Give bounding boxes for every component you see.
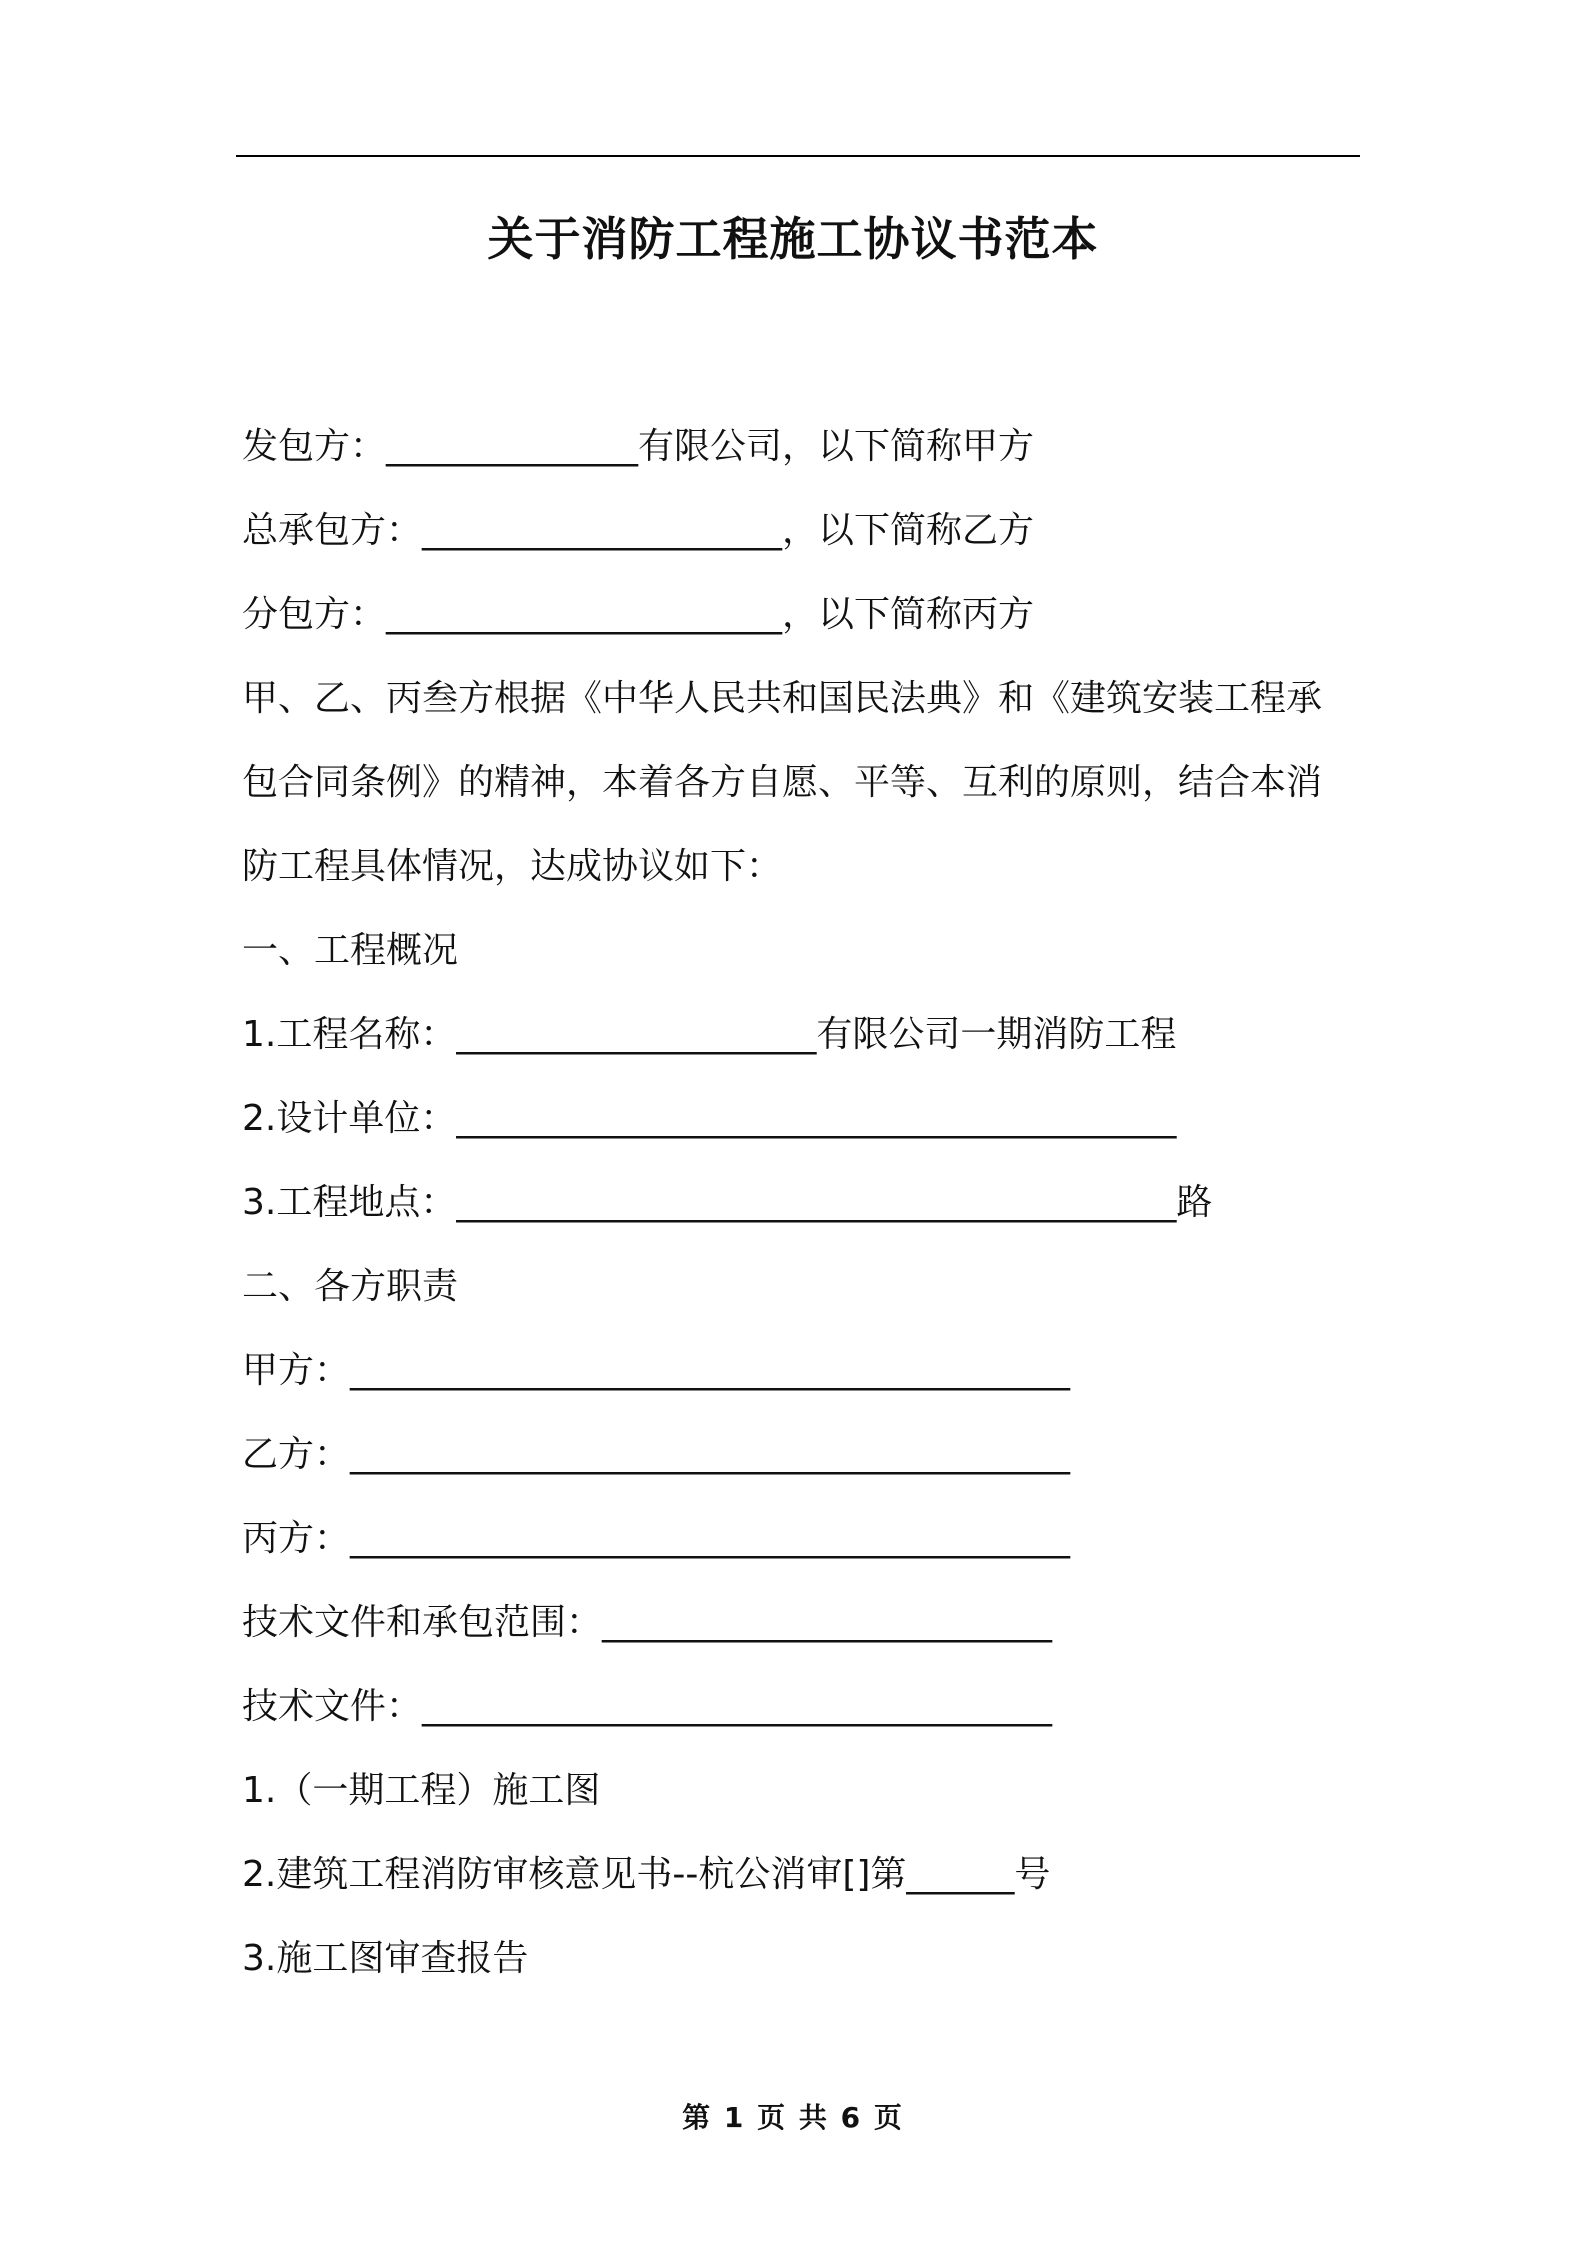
document-body — [242, 405, 1362, 2001]
document-title: 关于消防工程施工协议书范本 — [487, 212, 1099, 266]
project-location-line: 3.工程地点：________________________________________路 — [242, 1182, 1213, 1223]
preamble-line-1: 甲、乙、丙叁方根据《中华人民共和国民法典》和《建筑安装工程承 — [242, 678, 1323, 719]
tech-doc-item-2: 2.建筑工程消防审核意见书--杭公消审[]第______号 — [242, 1854, 1051, 1895]
duty-party-b-line: 乙方：________________________________________ — [242, 1434, 1071, 1475]
tech-doc-item-1: 1.（一期工程）施工图 — [242, 1770, 601, 1811]
design-unit-line: 2.设计单位：________________________________________ — [242, 1098, 1177, 1139]
duty-party-a-line: 甲方：________________________________________ — [242, 1350, 1071, 1391]
tech-docs-line: 技术文件：___________________________________ — [242, 1686, 1053, 1727]
preamble-line-2: 包合同条例》的精神，本着各方自愿、平等、互利的原则，结合本消 — [242, 762, 1323, 803]
page-footer: 第 1 页 共 6 页 — [682, 2101, 904, 2134]
party-a-line: 发包方：______________有限公司，以下简称甲方 — [242, 426, 1035, 467]
party-c-line: 分包方：______________________，以下简称丙方 — [242, 594, 1035, 635]
preamble-line-3: 防工程具体情况，达成协议如下： — [242, 846, 783, 887]
scope-line: 技术文件和承包范围：_________________________ — [242, 1602, 1053, 1643]
tech-doc-item-3: 3.施工图审查报告 — [242, 1938, 529, 1979]
section-heading-duties: 二、各方职责 — [242, 1266, 459, 1307]
section-heading-overview: 一、工程概况 — [242, 930, 459, 971]
header-rule — [236, 155, 1360, 157]
party-b-line: 总承包方：____________________，以下简称乙方 — [242, 510, 1035, 551]
project-name-line: 1.工程名称：____________________有限公司一期消防工程 — [242, 1014, 1177, 1055]
duty-party-c-line: 丙方：________________________________________ — [242, 1518, 1071, 1559]
